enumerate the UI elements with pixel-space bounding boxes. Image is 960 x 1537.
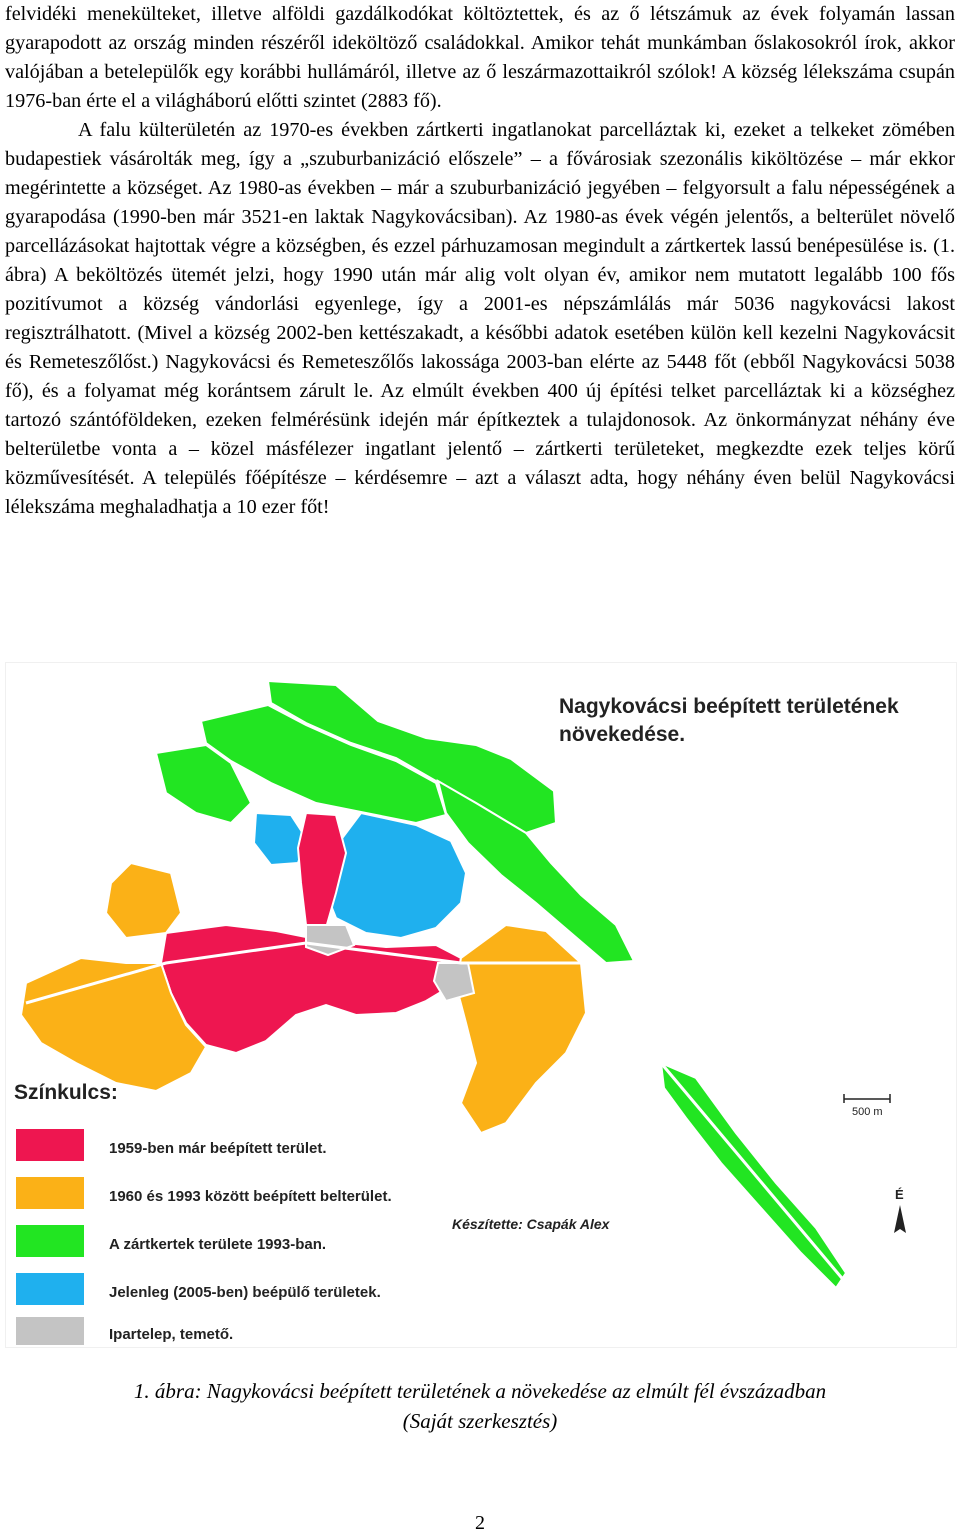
- map-zone-blue: [324, 813, 466, 938]
- map-zone-orange-east: [456, 925, 586, 1133]
- scale-bar: [844, 1094, 890, 1118]
- legend-label-1959: 1959-ben már beépített terület.: [109, 1140, 327, 1157]
- body-text: [5, 0, 955, 522]
- map-title-line-1: Nagykovácsi beépített területének: [559, 695, 899, 718]
- map-zone-gray-industrial: [434, 963, 474, 1001]
- figure-caption-line-1: 1. ábra: Nagykovácsi beépített területének a növekedése az elmúlt fél évszázadban: [133, 1379, 827, 1403]
- map-title-line-2: növekedése.: [559, 723, 686, 746]
- legend-swatch-allotments-1993: [16, 1225, 84, 1257]
- legend-swatch-1959: [16, 1129, 84, 1161]
- scale-label: 500 m: [852, 1106, 883, 1118]
- north-label: É: [895, 1187, 904, 1202]
- legend-heading: Színkulcs:: [14, 1081, 118, 1104]
- figure-caption: [0, 1376, 960, 1436]
- map-zone-orange-west: [106, 863, 181, 938]
- legend-label-allotments-1993: A zártkertek területe 1993-ban.: [109, 1236, 327, 1253]
- map-author: Készítette: Csapák Alex: [452, 1216, 610, 1232]
- north-arrow-icon: [894, 1187, 906, 1233]
- figure-caption-line-2: (Saját szerkesztés): [402, 1409, 558, 1433]
- paragraph-1: felvidéki menekülteket, illetve alföldi gazdálkodókat költöztettek, és az ő létszámuk az évek folyamán lassan gyarapodott az ország minden részéről ideköltöző családokkal. Amikor tehát munkámban őslakosokról írok, akkor valójában a betelepülők egy korábbi hullámáról, illetve az ő leszármazottaikról szólok! A község lélekszáma csupán 1976-ban érte el a világháború előtti szintet (2883 fő).: [5, 3, 955, 112]
- paragraph-2: A falu külterületén az 1970-es években zártkerti ingatlanokat parcelláztak ki, ezeket a telkeket zömében budapestiek vásárolták meg, így a „szuburbanizáció előszele” – a fővárosiak szezonális kiköltözése – már ekkor megérintette a községet. Az 1980-as években – már a szuburbanizáció jegyében – felgyorsult a falu népességének a gyarapodása (1990-ben már 3521-en laktak Nagykovácsiban). Az 1980-as évek végén jelentős, a belterület növelő parcellázásokat hajtottak végre a községben, és ezzel párhuzamosan megindult a zártkertek lassú benépesülése is. (1. ábra) A beköltözés ütemét jelzi, hogy 1990 után már alig volt olyan év, amikor nem mutatott legalább 100 fős pozitívumot a község vándorlási egyenlege, így a 2001-es népszámlálás már 5036 nagykovácsi lakost regisztrálhatott. (Mivel a község 2002-ben kettészakadt, a későbbi adatok esetében külön kell kezelni Nagykovácsit és Remeteszőlőst.) Nagykovácsi és Remeteszőlős lakossága 2003-ban elérte az 5448 főt (ebből Nagykovácsi 5038 fő), és a folyamat még korántsem zárult le. Az elmúlt években 400 új építési telket parcelláztak ki a községhez tartozó szántóföldeken, ezeken felmérésünk idején már építkeztek a tulajdonosok. Az önkormányzat néhány éve belterületbe vonta a – közel másfélezer ingatlant jelentő – zártkerti területeket, megkezdte ezek teljes körű közművesítését. A település főépítésze – kérdésemre – azt a választ adta, hogy néhány éven belül Nagykovácsi lélekszáma meghaladhatja a 10 ezer főt!: [5, 119, 955, 518]
- legend-swatch-1960-1993: [16, 1177, 84, 1209]
- legend-label-industrial: Ipartelep, temető.: [109, 1326, 234, 1343]
- page-number: 2: [475, 1512, 485, 1534]
- legend-swatch-2005: [16, 1273, 84, 1305]
- map-figure: [5, 662, 957, 1348]
- legend-label-2005: Jelenleg (2005-ben) beépülő területek.: [109, 1284, 381, 1301]
- legend-swatch-industrial: [16, 1317, 84, 1345]
- legend-label-1960-1993: 1960 és 1993 között beépített belterület.: [109, 1188, 392, 1205]
- settlement-growth-map: [6, 663, 956, 1347]
